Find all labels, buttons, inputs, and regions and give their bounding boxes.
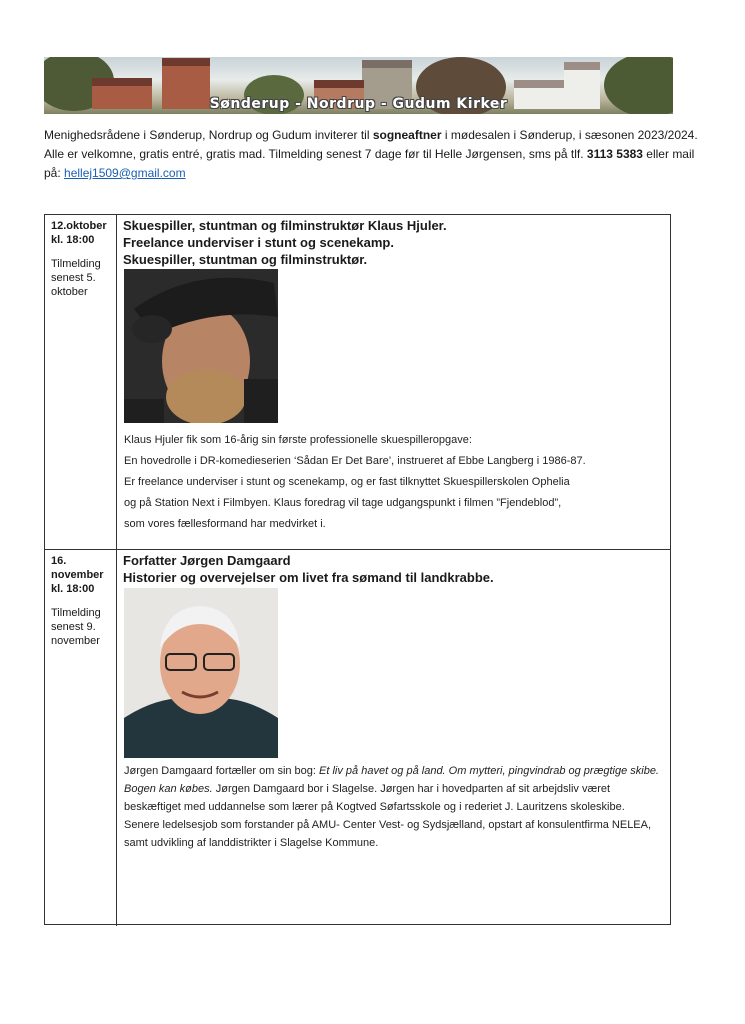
event-subheading: Skuespiller, stuntman og filminstruktør. (123, 252, 368, 267)
event-date: 16. november (51, 555, 104, 581)
description-line: Bogen kan købes. Jørgen Damgaard bor i Slagelse. Jørgen har i hovedparten af sit arbejdsliv været beskæftiget med uddannelse som lærer på Kogtved Søfartsskole og i rederiet J. Lauritzens skoleskibe. (124, 783, 625, 813)
event-description (124, 430, 662, 535)
description-line: samt udvikling af landdistrikter i Slagelse Kommune. (124, 837, 379, 849)
description-line: og på Station Next i Filmbyen. Klaus foredrag vil tage udgangspunkt i filmen ”Fjendeblod”, (124, 497, 562, 509)
intro-line-2: Alle er velkomne, gratis entré, gratis mad. Tilmelding senest 7 dage før til Helle Jørgensen, sms på tlf. 3113 5383 eller mail (44, 147, 695, 161)
event-date-cell (45, 215, 117, 549)
event-heading: Skuespiller, stuntman og filminstruktør Klaus Hjuler. (123, 218, 447, 233)
church-banner (44, 57, 673, 114)
description-line: En hovedrolle i DR-komedieserien ‘Sådan Er Det Bare’, instrueret af Ebbe Langberg i 1986-87. (124, 455, 586, 467)
event-registration: Tilmelding senest 9. november (51, 607, 101, 647)
jorgen-damgaard-photo (124, 588, 278, 758)
description-line: Senere ledelsesjob som forstander på AMU- Center Vest- og Sydsjælland, opstart af konsulentfirma NELEA, (124, 819, 652, 831)
description-line: som vores fællesformand har medvirket i. (124, 518, 326, 530)
event-date: 12.oktober (51, 220, 107, 232)
event-row (45, 215, 670, 550)
event-date-cell (45, 550, 117, 926)
phone-number: 3113 5383 (586, 147, 643, 161)
event-registration: Tilmelding senest 5. oktober (51, 258, 101, 298)
email-link[interactable]: hellej1509@gmail.com (64, 166, 186, 180)
event-subheading: Freelance underviser i stunt og scenekamp. (123, 235, 394, 250)
event-subheading: Historier og overvejelser om livet fra sømand til landkrabbe. (123, 570, 494, 585)
description-line: Jørgen Damgaard fortæller om sin bog: Et liv på havet og på land. Om mytteri, pingvindrab og prægtige skibe. (124, 765, 659, 777)
events-table (44, 214, 671, 925)
intro-text (44, 126, 704, 183)
event-heading: Forfatter Jørgen Damgaard (123, 553, 291, 568)
intro-line-1: Menighedsrådene i Sønderup, Nordrup og Gudum inviterer til sogneaftner i mødesalen i Sønderup, i sæsonen 2023/2024. (44, 128, 698, 142)
event-time: kl. 18:00 (51, 583, 95, 595)
banner-title: Sønderup - Nordrup - Gudum Kirker (209, 96, 508, 112)
event-description (124, 762, 662, 852)
intro-line-3: på: hellej1509@gmail.com (44, 166, 186, 180)
event-time: kl. 18:00 (51, 234, 95, 246)
description-line: Klaus Hjuler fik som 16-årig sin første professionelle skuespilleropgave: (124, 434, 472, 446)
event-row (45, 550, 670, 926)
description-line: Er freelance underviser i stunt og scenekamp, og er fast tilknyttet Skuespillerskolen Ophelia (124, 476, 570, 488)
klaus-hjuler-photo (124, 269, 278, 423)
